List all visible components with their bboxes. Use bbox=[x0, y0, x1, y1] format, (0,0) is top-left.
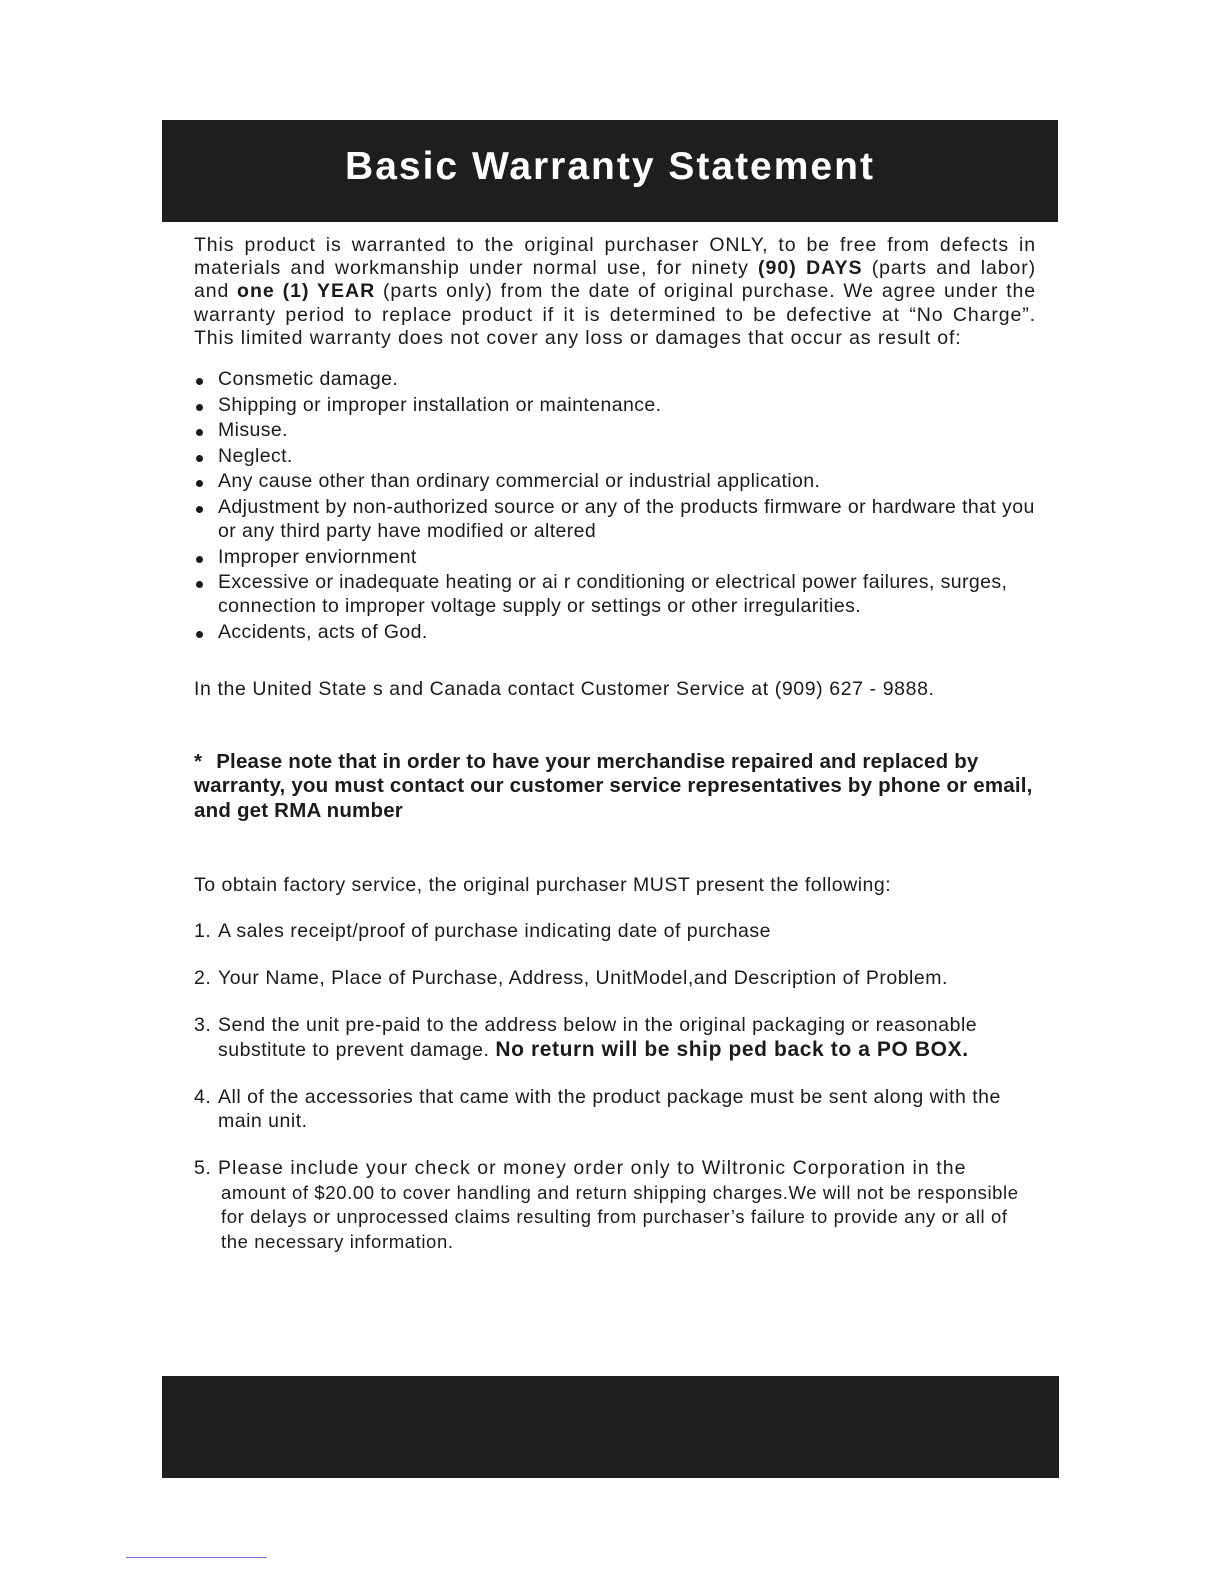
exclusion-text: Accidents, acts of God. bbox=[218, 620, 428, 643]
po-box-warning: No return will be ship ped back to a PO BOX. bbox=[495, 1037, 969, 1061]
step-number: 5. bbox=[194, 1157, 212, 1180]
service-step bbox=[194, 1156, 1036, 1254]
exclusion-text: Shipping or improper installation or maintenance. bbox=[218, 393, 662, 416]
exclusion-item bbox=[194, 367, 1036, 391]
footer-bar bbox=[162, 1376, 1059, 1478]
exclusion-item bbox=[194, 469, 1036, 493]
bullet-icon bbox=[196, 378, 203, 385]
bullet-icon bbox=[196, 506, 203, 513]
step-text: Your Name, Place of Purchase, Address, UnitModel,and Description of Problem. bbox=[218, 967, 948, 990]
rma-note bbox=[194, 750, 1036, 824]
bullet-icon bbox=[196, 556, 203, 563]
customer-service-contact: In the United State s and Canada contact Customer Service at (909) 627 - 9888. bbox=[194, 677, 935, 700]
exclusion-text: Consmetic damage. bbox=[218, 368, 399, 391]
service-step bbox=[194, 966, 1036, 991]
bottom-divider bbox=[126, 1557, 267, 1558]
step-number: 3. bbox=[194, 1014, 212, 1037]
bullet-icon bbox=[196, 480, 203, 487]
exclusion-item bbox=[194, 418, 1036, 442]
step-text-continued: amount of $20.00 to cover handling and return shipping charges.We will not be responsible for delays or unprocessed claims resulting from purchaser’s failure to provide any or all of the necessary information. bbox=[221, 1181, 1019, 1252]
intro-text-1: This product is warranted to the original purchaser ONLY, to be free from defects in materials and workmanship under normal use, for ninety bbox=[194, 234, 1036, 280]
step-text: A sales receipt/proof of purchase indicating date of purchase bbox=[218, 920, 771, 943]
exclusion-text: Misuse. bbox=[218, 419, 288, 442]
exclusion-text: Excessive or inadequate heating or ai r conditioning or electrical power failures, surges, connection to improper voltage supply or settings or other irregularities. bbox=[218, 571, 1008, 618]
intro-text-3: (parts only) from the date of original purchase. We agree under the warranty period to replace product if it is determined to be defective at “No Charge”. This limited warranty does not cover any loss or damages that occur as result of: bbox=[194, 280, 1036, 349]
header-bar bbox=[162, 120, 1058, 222]
intro-text-2: (parts and labor) and bbox=[194, 257, 1037, 303]
step-number: 4. bbox=[194, 1085, 212, 1108]
bullet-icon bbox=[196, 429, 203, 436]
service-step bbox=[194, 1013, 1036, 1062]
exclusion-item bbox=[194, 495, 1036, 543]
step-text: All of the accessories that came with the product package must be sent along with the main unit. bbox=[218, 1085, 1001, 1133]
step-text: Please include your check or money order only to Wiltronic Corporation in the bbox=[218, 1157, 967, 1180]
asterisk-icon: * bbox=[194, 749, 203, 773]
intro-days: (90) DAYS bbox=[758, 257, 863, 280]
bullet-icon bbox=[196, 404, 203, 411]
exclusion-item bbox=[194, 393, 1036, 417]
rma-note-text: Please note that in order to have your merchandise repaired and replaced by warranty, you must contact our customer service representatives by phone or email, and get RMA number bbox=[194, 749, 1033, 822]
intro-year: one (1) YEAR bbox=[237, 280, 376, 303]
exclusion-text: Improper enviornment bbox=[218, 545, 417, 568]
exclusion-text: Neglect. bbox=[218, 444, 293, 467]
step-number: 1. bbox=[194, 920, 212, 943]
exclusions-list bbox=[194, 367, 1036, 644]
exclusion-item bbox=[194, 444, 1036, 468]
exclusion-item bbox=[194, 570, 1036, 618]
step-number: 2. bbox=[194, 967, 212, 990]
bullet-icon bbox=[196, 455, 203, 462]
exclusion-item bbox=[194, 620, 1036, 644]
bullet-icon bbox=[196, 581, 203, 588]
exclusion-item bbox=[194, 545, 1036, 569]
service-step bbox=[194, 1085, 1036, 1134]
service-intro: To obtain factory service, the original purchaser MUST present the following: bbox=[194, 874, 892, 897]
exclusion-text: Any cause other than ordinary commercial or industrial application. bbox=[218, 470, 821, 493]
intro-paragraph bbox=[194, 234, 1036, 350]
service-step bbox=[194, 919, 1036, 944]
bullet-icon bbox=[196, 631, 203, 638]
page-title: Basic Warranty Statement bbox=[345, 145, 875, 188]
exclusion-text: Adjustment by non-authorized source or any of the products firmware or hardware that you or any third party have modified or altered bbox=[218, 495, 1035, 542]
warranty-content bbox=[194, 234, 1036, 1277]
step-text: Send the unit pre-paid to the address below in the original packaging or reasonable substitute to prevent damage. bbox=[218, 1014, 978, 1061]
service-steps bbox=[194, 919, 1036, 1254]
